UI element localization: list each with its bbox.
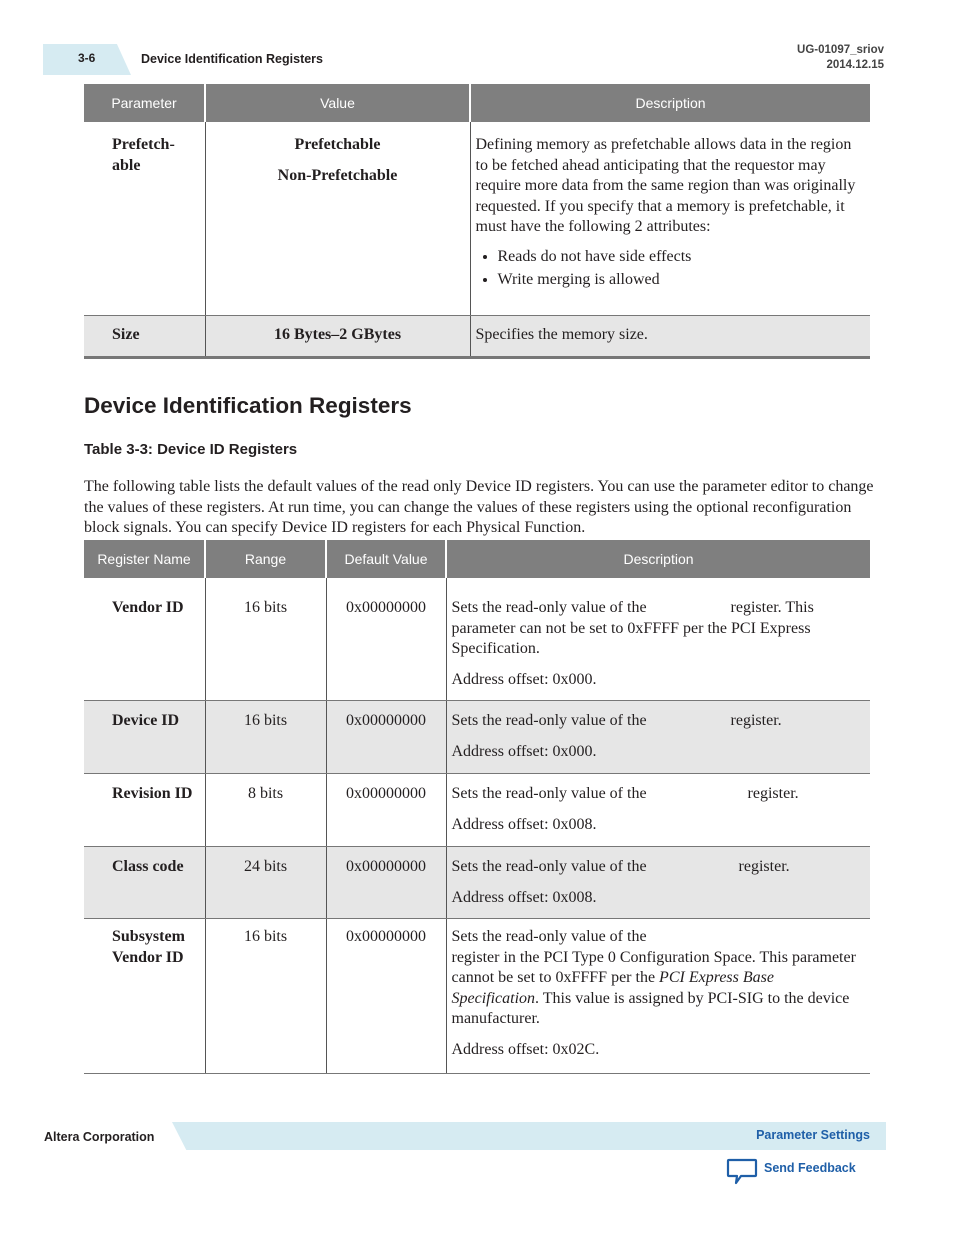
register-name: Revision ID [84,774,205,847]
running-title: Device Identification Registers [141,52,324,66]
column-header: Parameter [84,84,205,122]
description-text [452,927,861,1030]
description-cell [446,578,870,701]
description-cell: Specifies the memory size. [470,315,870,357]
description-lead: Sets the read-only value of the [451,928,647,945]
register-range: 16 bits [205,701,326,774]
feedback-icon[interactable] [726,1158,758,1186]
description-lead: Sets the read-only value of the [451,599,647,616]
description-rest: register. This parameter can not be set to 0xFFFF per the PCI Express Specification. [451,599,814,657]
company-name: Altera Corporation [44,1130,155,1144]
description-text [452,711,861,732]
description-tail: . This value is assigned by PCI-SIG to the device manufacturer. [451,989,850,1027]
register-range: 16 bits [205,578,326,701]
send-feedback-link[interactable]: Send Feedback [764,1161,856,1175]
doc-date: 2014.12.15 [826,59,884,71]
table-row [84,578,870,701]
register-range: 24 bits [205,847,326,919]
description-cell [470,122,870,315]
attribute-list [476,247,861,291]
table-row [84,315,870,357]
register-range: 8 bits [205,774,326,847]
column-header: Default Value [326,540,446,578]
description-rest: register in the PCI Type 0 Configuration Space. This parameter cannot be set to 0xFFFF per the [451,948,856,986]
register-name: Device ID [84,701,205,774]
register-range: 16 bits [205,919,326,1074]
address-offset: Address offset: 0x000. [451,742,597,760]
table-row [84,701,870,774]
register-default: 0x00000000 [326,919,446,1074]
description-cell [446,774,870,847]
description-rest: register. [738,858,790,875]
register-default: 0x00000000 [326,774,446,847]
register-name: Subsystem Vendor ID [84,919,205,1074]
table-row [84,847,870,919]
register-default: 0x00000000 [326,701,446,774]
description-rest: register. [747,785,799,802]
register-default: 0x00000000 [326,847,446,919]
description-text [452,857,861,878]
parameter-name: Size [84,315,205,357]
value-option: Prefetchable [294,136,381,153]
description-lead: Sets the read-only value of the [451,858,647,875]
column-header: Description [446,540,870,578]
parameter-name: Prefetch- able [84,122,205,315]
description-lead: Sets the read-only value of the [451,785,647,802]
value-cell [205,122,470,315]
description-text: Defining memory as prefetchable allows data in the region to be fetched ahead anticipating that the requestor may require more data from the same region than was originally requested. If you specify that a memory is prefetchable, it must have the following 2 attributes: [475,136,856,235]
table-row [84,122,870,315]
register-name: Vendor ID [84,578,205,701]
value-option: Non-Prefetchable [277,166,398,184]
description-lead: Sets the read-only value of the [451,712,647,729]
address-offset: Address offset: 0x02C. [451,1040,600,1058]
column-header: Value [205,84,470,122]
section-link[interactable]: Parameter Settings [756,1128,870,1142]
spec-title: PCI Express Base Specification [451,969,774,1007]
bar-parameters-table [84,84,870,359]
table-caption: Table 3-3: Device ID Registers [84,441,298,458]
register-name: Class code [84,847,205,919]
table-row [84,774,870,847]
doc-info [797,43,884,73]
description-text [452,598,861,660]
device-id-table [84,540,870,1074]
description-rest: register. [730,712,782,729]
description-cell [446,701,870,774]
description-cell [446,919,870,1074]
address-offset: Address offset: 0x008. [451,888,597,906]
description-text [452,784,861,805]
list-item: • Write merging is allowed [498,270,861,291]
column-header: Register Name [84,540,205,578]
register-default: 0x00000000 [326,578,446,701]
table-header-row [84,540,870,578]
page-number: 3-6 [78,51,96,65]
intro-paragraph: The following table lists the default values of the read only Device ID registers. You can use the parameter editor to change the values of these registers. At run time, you can change the values of these registers using the optional reconfiguration block signals. You can specify Device ID registers for each Physical Function. [84,478,874,537]
address-offset: Address offset: 0x008. [451,815,597,833]
column-header: Range [205,540,326,578]
table-row [84,919,870,1074]
description-cell [446,847,870,919]
doc-id: UG-01097_sriov [797,44,884,56]
table-header-row [84,84,870,122]
column-header: Description [470,84,870,122]
section-heading: Device Identification Registers [84,393,412,418]
address-offset: Address offset: 0x000. [451,670,597,688]
list-item: • Reads do not have side effects [498,247,861,268]
value-cell: 16 Bytes–2 GBytes [205,315,470,357]
